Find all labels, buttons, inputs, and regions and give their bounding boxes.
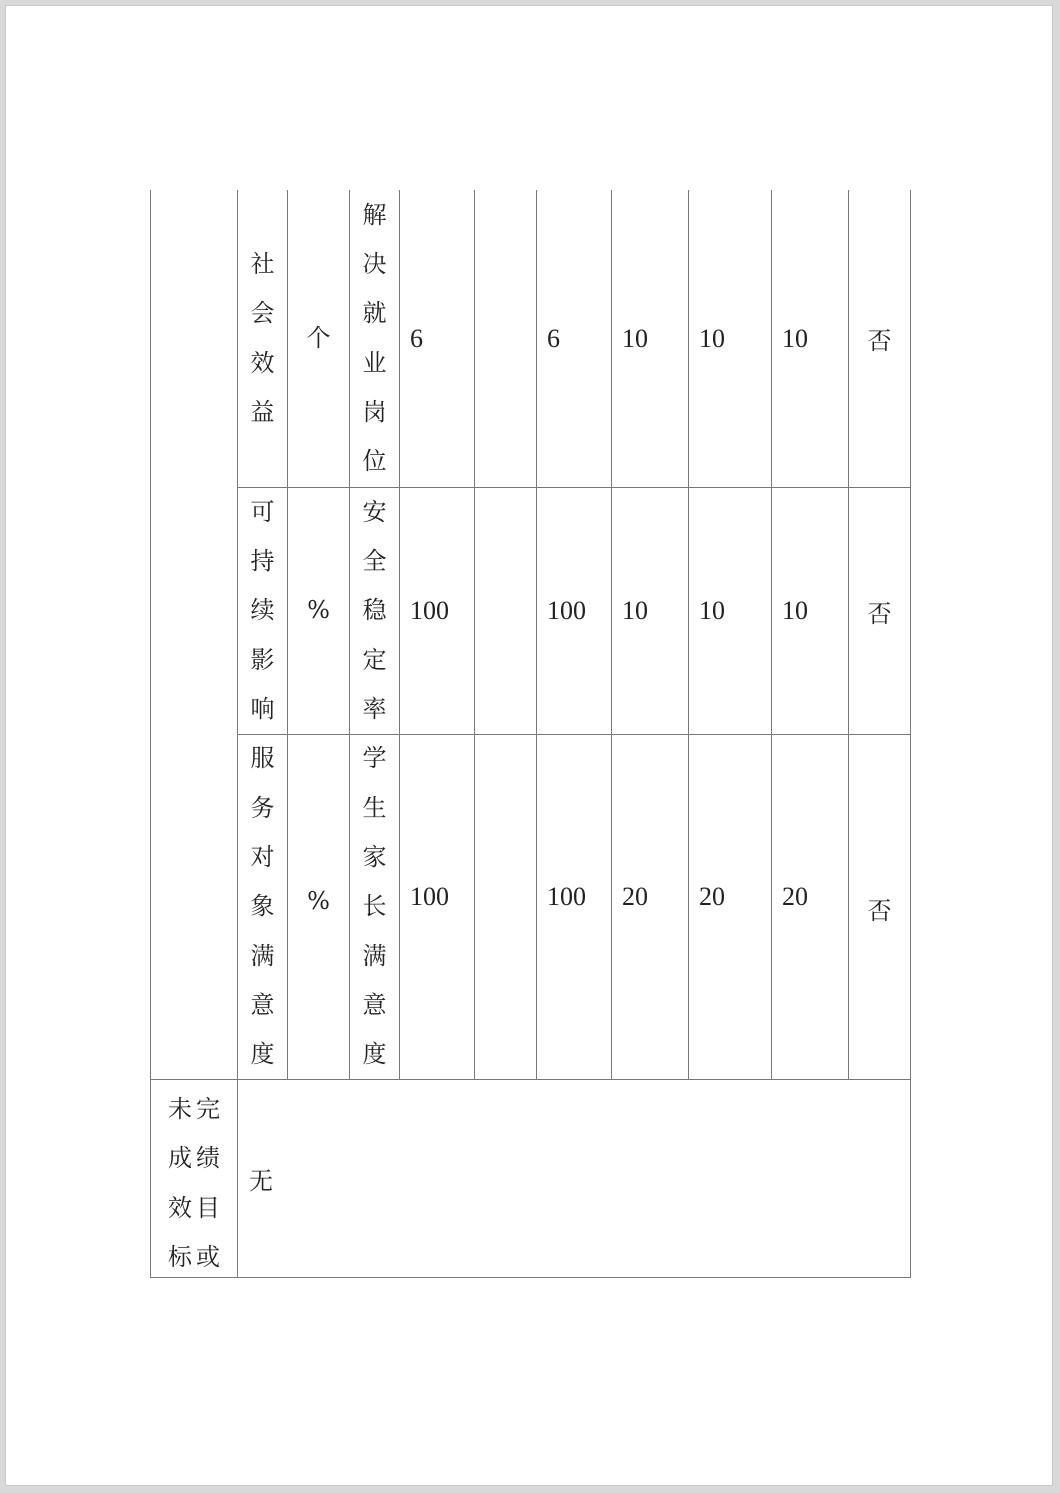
vertical-char: 未 (168, 1095, 192, 1123)
vertical-char: 可 (250, 497, 275, 526)
table-bottom-border (150, 1277, 911, 1278)
indicator-text (251, 240, 275, 437)
description-text (363, 191, 387, 487)
description-text (363, 734, 387, 1079)
flag-value: 否 (867, 599, 892, 628)
unit-cell (288, 488, 349, 734)
target-value: 100 (410, 596, 449, 625)
vertical-char: 稳 (362, 596, 387, 625)
vertical-char: 效 (250, 348, 275, 377)
description-text (363, 488, 387, 734)
vertical-char: 决 (362, 249, 387, 278)
vertical-char: 象 (250, 892, 275, 921)
flag-value: 否 (867, 896, 892, 925)
actual-value: 6 (547, 323, 560, 353)
vertical-char: 解 (362, 200, 387, 229)
score-value: 10 (782, 596, 808, 625)
vertical-char: 家 (362, 843, 387, 872)
table-right-border (910, 190, 911, 1278)
label-column (196, 1085, 220, 1282)
score-value: 10 (782, 323, 808, 353)
vertical-char: 持 (250, 547, 275, 576)
vertical-char: 效 (168, 1193, 192, 1222)
unit-cell (288, 190, 349, 487)
vertical-char: 意 (362, 990, 387, 1019)
vertical-char: 率 (362, 694, 387, 723)
vertical-char: 对 (250, 843, 275, 872)
vertical-char: 度 (250, 1040, 275, 1069)
vertical-char: 续 (250, 596, 275, 625)
indicator-text (251, 734, 275, 1079)
unit-cell (288, 735, 349, 1079)
score-value: 10 (699, 596, 725, 625)
vertical-char: 或 (196, 1242, 220, 1271)
vertical-char: 位 (362, 447, 387, 476)
weight-value: 10 (622, 323, 648, 353)
vertical-char: 务 (250, 793, 275, 822)
vertical-char: 安 (362, 497, 387, 526)
vertical-char: 满 (362, 941, 387, 970)
vertical-char: 服 (250, 744, 275, 773)
actual-value: 100 (547, 882, 586, 911)
indicator-cell (238, 735, 287, 1079)
vertical-char: 学 (362, 744, 387, 773)
weight-value: 10 (622, 596, 648, 625)
target-value: 100 (410, 882, 449, 911)
vertical-char: 意 (250, 990, 275, 1019)
vertical-char: 完 (196, 1095, 220, 1123)
vertical-char: 全 (362, 547, 387, 576)
vertical-char: 标 (168, 1242, 192, 1271)
blank-cell (475, 488, 536, 734)
label-column (168, 1085, 192, 1282)
vertical-char: 长 (362, 892, 387, 921)
unit-text: % (307, 887, 330, 916)
unfinished-goal-label (151, 1085, 237, 1275)
weight-value: 20 (622, 882, 648, 911)
score-value: 20 (782, 882, 808, 911)
description-cell (350, 735, 399, 1079)
target-value: 6 (410, 323, 423, 353)
flag-value: 否 (867, 327, 892, 355)
blank-cell (475, 190, 536, 487)
description-cell (350, 190, 399, 487)
vertical-char: 社 (250, 249, 275, 278)
unit-text: 个 (306, 323, 331, 352)
actual-value: 100 (547, 596, 586, 625)
vertical-char: 绩 (196, 1144, 220, 1173)
vertical-char: 生 (362, 793, 387, 822)
vertical-char: 度 (362, 1040, 387, 1069)
score-value: 10 (699, 323, 725, 353)
indicator-text (251, 488, 275, 734)
score-value: 20 (699, 882, 725, 911)
vertical-char: 响 (250, 694, 275, 723)
vertical-char: 目 (196, 1193, 220, 1222)
vertical-char: 业 (362, 348, 387, 377)
vertical-char: 益 (250, 397, 275, 426)
unit-text: % (307, 596, 330, 625)
indicator-cell (238, 488, 287, 734)
vertical-char: 影 (250, 645, 275, 674)
vertical-char: 成 (168, 1144, 192, 1173)
vertical-char: 会 (250, 299, 275, 328)
label-columns (168, 1085, 220, 1282)
vertical-char: 定 (362, 645, 387, 674)
vertical-char: 岗 (362, 397, 387, 426)
unfinished-goal-value: 无 (249, 1167, 273, 1195)
vertical-char: 满 (250, 941, 275, 970)
description-cell (350, 488, 399, 734)
vertical-char: 就 (362, 299, 387, 328)
indicator-cell (238, 190, 287, 487)
blank-cell (475, 735, 536, 1079)
